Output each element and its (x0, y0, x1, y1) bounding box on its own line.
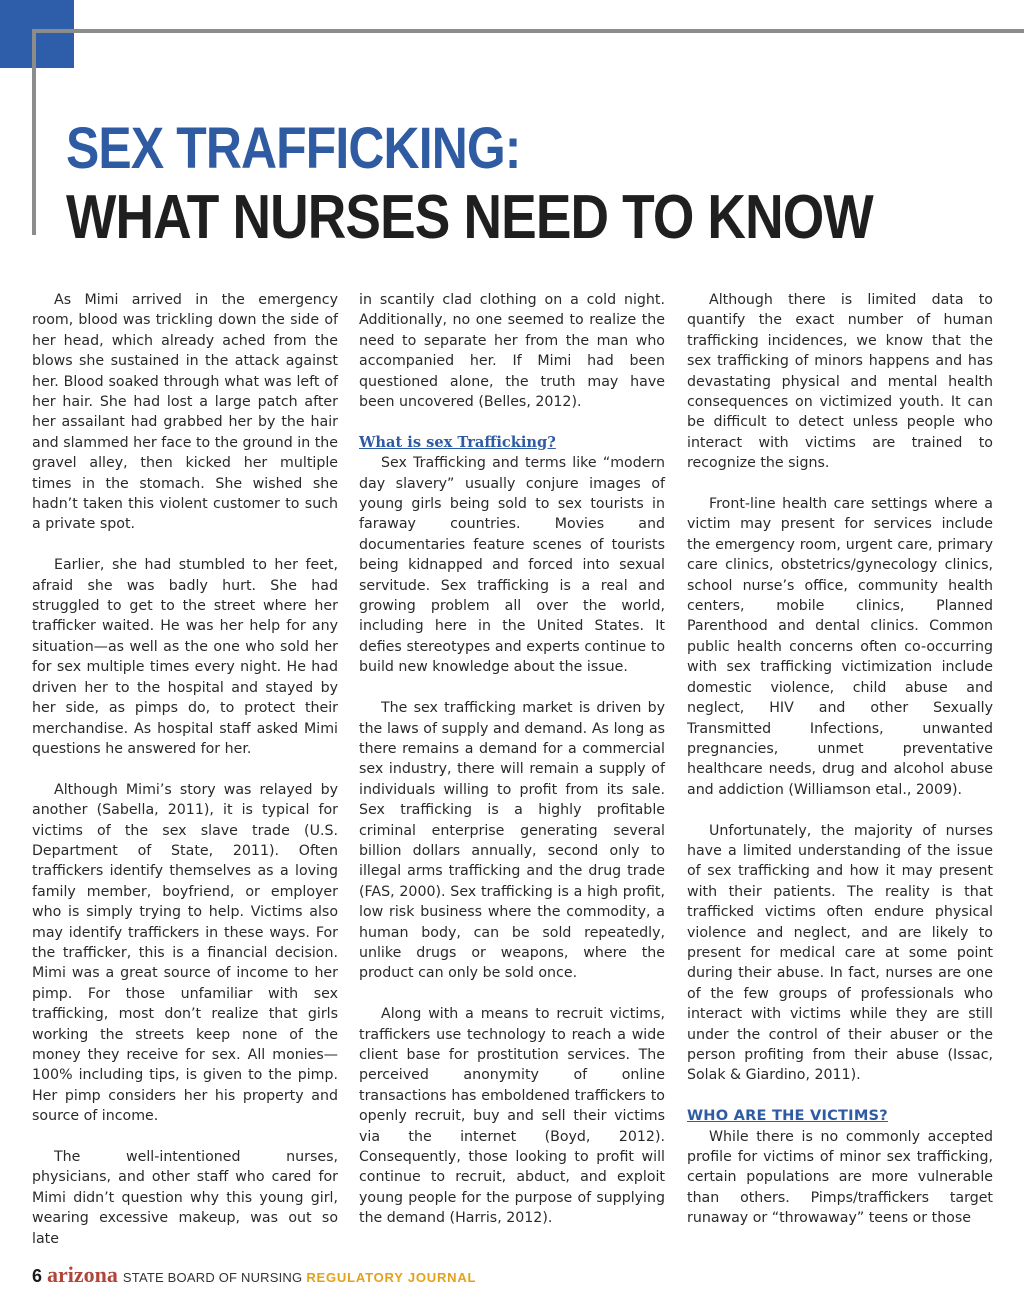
header-rule-vertical (32, 29, 36, 235)
section-heading-victims: WHO ARE THE VICTIMS? (687, 1107, 888, 1125)
paragraph: Earlier, she had stumbled to her feet, afraid she was badly hurt. She had struggled to get to the street where her trafficker waited. He was her help for any situation—as well as the one who sold her for sex multiple times every night. He had driven her to the hospital and stayed by her side, as pimps do, to protect their merchandise. As hospital staff asked Mimi questions he answered for her. (32, 557, 338, 757)
section-heading-what-is: What is sex Trafficking? (359, 433, 556, 451)
journal-name: REGULATORY JOURNAL (306, 1270, 477, 1285)
paragraph: in scantily clad clothing on a cold night. Additionally, no one seemed to realize the need to separate her from the man who accompanied her. If Mimi had been questioned alone, the truth may have been uncovered (Belles, 2012). (359, 292, 665, 411)
article-column-1 (32, 290, 338, 1249)
paragraph: As Mimi arrived in the emergency room, blood was trickling down the side of her head, which already ached from the blows she sustained in the attack against her. Blood soaked through what was left of her hair. She had lost a large patch after her assailant had grabbed her by the hair and slammed her face to the ground in the gravel alley, then kicked her multiple times in the stomach. She wished she hadn’t taken this violent customer to such a private spot. (32, 292, 338, 533)
paragraph: Along with a means to recruit victims, traffickers use technology to reach a wide client base for prostitution services. The perceived anonymity of online transactions has emboldened traffickers to openly recruit, buy and sell their victims via the internet (Boyd, 2012). Consequently, those looking to profit will continue to recruit, abduct, and exploit young people for the purpose of supplying the demand (Harris, 2012). (359, 1006, 665, 1227)
title-line-2: WHAT NURSES NEED TO KNOW (66, 183, 873, 252)
header-rule-horizontal (32, 29, 1024, 33)
paragraph: The sex trafficking market is driven by the laws of supply and demand. As long as there remains a demand for a commercial sex industry, there will remain a supply of individuals willing to profit from its sale. Sex trafficking is a highly profitable criminal enterprise generating several billion dollars annually, second only to illegal arms trafficking and the drug trade (FAS, 2000). Sex trafficking is a high profit, low risk business where the commodity, a human body, can be sold repeatedly, unlike drugs or weapons, where the product can only be sold once. (359, 700, 665, 982)
corner-accent-block (0, 0, 74, 68)
publisher-brand: arizona (47, 1262, 118, 1287)
paragraph: While there is no commonly accepted profile for victims of minor sex trafficking, certain populations are more vulnerable than others. Pimps/traffickers target runaway or “throwaway” teens or those (687, 1128, 993, 1227)
page-number: 6 (32, 1266, 43, 1286)
paragraph: Although Mimi’s story was relayed by another (Sabella, 2011), it is typical for victims of the sex slave trade (U.S. Department of State, 2011). Often traffickers identify themselves as a loving family member, boyfriend, or employer who is simply trying to help. Victims also may identify traffickers in these ways. For the trafficker, this is a financial decision. Mimi was a great source of income to her pimp. For those unfamiliar with sex trafficking, most don’t realize that girls working the streets keep none of the money they receive for sex. All monies—100% including tips, is given to the pimp. Her pimp considers her his property and source of income. (32, 781, 338, 1125)
article-column-3 (687, 290, 993, 1229)
page-footer (32, 1262, 476, 1288)
paragraph: Front-line health care settings where a victim may present for services include the emergency room, urgent care, primary care clinics, obstetrics/gynecology clinics, school nurse’s office, community health centers, mobile clinics, Planned Parenthood and dental clinics. Common public health concerns often co-occurring with sex trafficking victimization include domestic violence, child abuse and neglect, HIV and other Sexually Transmitted Infections, unwanted pregnancies, unmet preventative healthcare needs, drug and alcohol abuse and addiction (Williamson etal., 2009). (687, 496, 993, 798)
title-line-1: SEX TRAFFICKING: (66, 116, 521, 181)
article-column-2 (359, 290, 665, 1229)
publisher-board: STATE BOARD OF NURSING (122, 1270, 303, 1285)
paragraph: Unfortunately, the majority of nurses have a limited understanding of the issue of sex trafficking and how it may present with their patients. The reality is that trafficked victims often endure physical violence and neglect, and are likely to present for medical care at some point during their abuse. In fact, nurses are one of the few groups of professionals who interact with victims while they are still under the control of their abuser or the person profiting from their abuse (Issac, Solak & Giardino, 2011). (687, 822, 993, 1084)
paragraph: Sex Trafficking and terms like “modern day slavery” usually conjure images of young girls being sold to sex tourists in faraway countries. Movies and documentaries feature scenes of tourists being kidnapped and forced into sexual servitude. Sex trafficking is a real and growing problem all over the world, including here in the United States. It defies stereotypes and experts continue to build new knowledge about the issue. (359, 455, 665, 676)
paragraph: Although there is limited data to quantify the exact number of human trafficking incidences, we know that the sex trafficking of minors happens and has devastating physical and mental health consequences on victimized youth. It can be difficult to detect unless people who interact with victims are trained to recognize the signs. (687, 292, 993, 472)
paragraph: The well-intentioned nurses, physicians, and other staff who cared for Mimi didn’t question why this young girl, wearing excessive makeup, was out so late (32, 1149, 338, 1247)
